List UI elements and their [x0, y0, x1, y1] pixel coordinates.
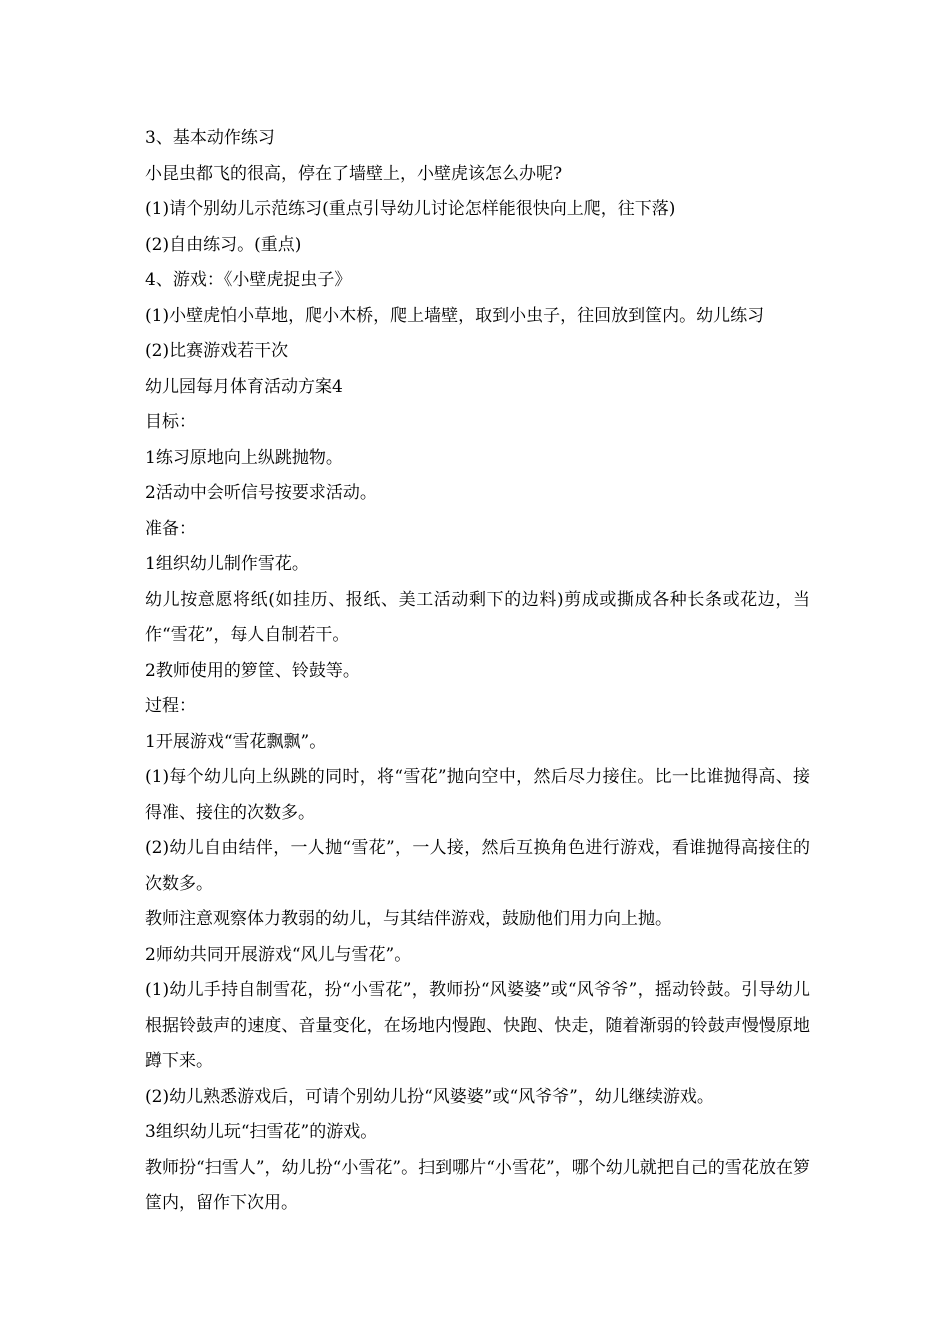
section-heading-process: 过程：	[145, 696, 196, 716]
list-item: (2)幼儿自由结伴，一人抛“雪花”，一人接，然后互换角色进行游戏，看谁抛得高接住的次数多。	[145, 838, 810, 894]
paragraph: 教师扮“扫雪人”，幼儿扮“小雪花”。扫到哪片“小雪花”，哪个幼儿就把自己的雪花放在箩筐内，留作下次用。	[145, 1157, 810, 1213]
document-body	[145, 121, 810, 1222]
section-heading-basic-practice: 3、基本动作练习	[145, 128, 275, 148]
list-item: (1)请个别幼儿示范练习(重点引导幼儿讨论怎样能很快向上爬，往下落)	[145, 199, 676, 219]
section-heading-preparation: 准备：	[145, 518, 196, 539]
section-heading-goals: 目标：	[145, 412, 196, 432]
paragraph: 教师注意观察体力教弱的幼儿，与其结伴游戏，鼓励他们用力向上抛。	[145, 909, 672, 929]
list-item: (2)幼儿熟悉游戏后，可请个别幼儿扮“风婆婆”或“风爷爷”，幼儿继续游戏。	[145, 1086, 714, 1107]
list-item: (1)每个幼儿向上纵跳的同时，将“雪花”抛向空中，然后尽力接住。比一比谁抛得高、接得准、接住的次数多。	[145, 767, 810, 823]
list-item: 1组织幼儿制作雪花。	[145, 554, 309, 574]
list-item: 2教师使用的箩筐、铃鼓等。	[145, 660, 360, 681]
list-item: 3组织幼儿玩“扫雪花”的游戏。	[145, 1122, 378, 1142]
list-item: 2师幼共同开展游戏“风儿与雪花”。	[145, 944, 412, 965]
plan-title: 幼儿园每月体育活动方案4	[145, 376, 343, 397]
list-item: 1练习原地向上纵跳抛物。	[145, 447, 343, 468]
list-item: 2活动中会听信号按要求活动。	[145, 483, 377, 503]
list-item: (1)幼儿手持自制雪花，扮“小雪花”，教师扮“风婆婆”或“风爷爷”，摇动铃鼓。引导幼儿根据铃鼓声的速度、音量变化，在场地内慢跑、快跑、快走，随着渐弱的铃鼓声慢慢原地蹲下来。	[145, 980, 810, 1071]
list-item: (2)自由练习。(重点)	[145, 234, 302, 255]
list-item: (2)比赛游戏若干次	[145, 341, 289, 361]
list-item: (1)小壁虎怕小草地，爬小木桥，爬上墙壁，取到小虫子，往回放到筐内。幼儿练习	[145, 305, 765, 326]
paragraph: 幼儿按意愿将纸(如挂历、报纸、美工活动剩下的边料)剪成或撕成各种长条或花边，当作“雪花”，每人自制若干。	[145, 589, 810, 645]
section-heading-game: 4、游戏：《小壁虎捉虫子》	[145, 270, 352, 290]
list-item: 1开展游戏“雪花飘飘”。	[145, 731, 327, 752]
paragraph: 小昆虫都飞的很高，停在了墙壁上，小壁虎该怎么办呢?	[145, 163, 563, 184]
